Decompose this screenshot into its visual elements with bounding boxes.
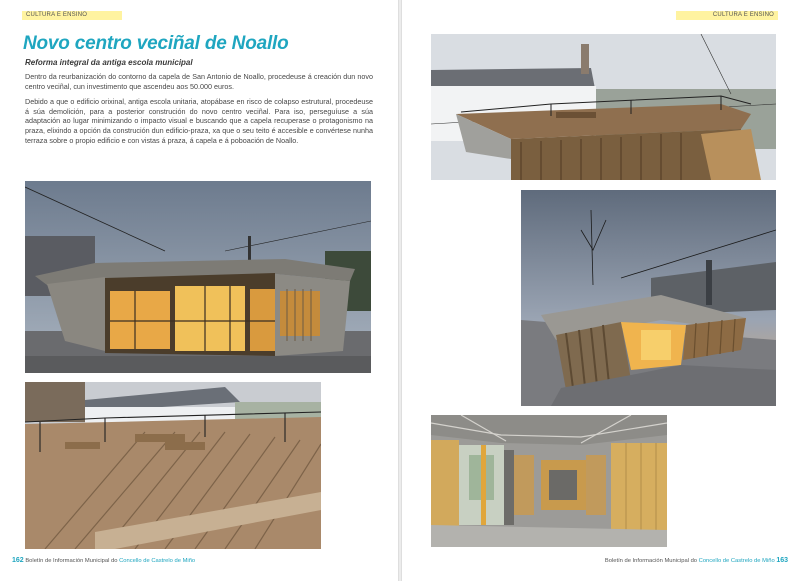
article-title: Novo centro veciñal de Noallo [23,33,289,54]
photo-terrace-overview-daytime [431,34,776,180]
article-body [25,72,373,151]
footer-text: Boletín de Información Municipal do [25,558,120,564]
photo-interior-room [431,415,667,547]
photo-building-side-dusk [521,190,776,406]
right-page [402,0,800,581]
footer-highlight: Concello de Castrelo de Miño [119,558,196,564]
paragraph: Debido a que o edificio orixinal, antiga escola unitaria, atopábase en risco de colapso estrutural, procedeuse á súa demolición, para a posterior construción do novo centro veciñal. Para iso, perseguíuse a súa adaptación ao lugar minimizando o impacto visual e buscando que a capela recuperase o protagonismo na praza, elixindo a opción da construción dun edificio-praza, xa que o seu teito é accesible e convértese nunha terraza sobre o propio edificio e con vistas á praza, á capela e á poboación de Noallo. [25,97,373,145]
page-footer [605,557,788,564]
paragraph: Dentro da reurbanización do contorno da capela de San Antonio de Noallo, procedeuse á creación dun novo centro veciñal, cun investimento que ascendeu aos 50.000 euros. [25,72,373,91]
page-footer [12,557,195,564]
footer-text: Boletín de Información Municipal do [604,558,699,564]
left-page [0,0,398,581]
article-subtitle: Reforma integral da antiga escola municipal [25,58,193,67]
footer-highlight: Concello de Castrelo de Miño [698,558,775,564]
page-number: 162 [12,557,24,564]
photo-building-glass-facade-dusk [25,181,371,373]
section-tag: CULTURA E ENSINO [676,11,778,20]
page-number: 163 [776,557,788,564]
photo-rooftop-terrace-benches [25,382,321,549]
section-tag: CULTURA E ENSINO [22,11,122,20]
